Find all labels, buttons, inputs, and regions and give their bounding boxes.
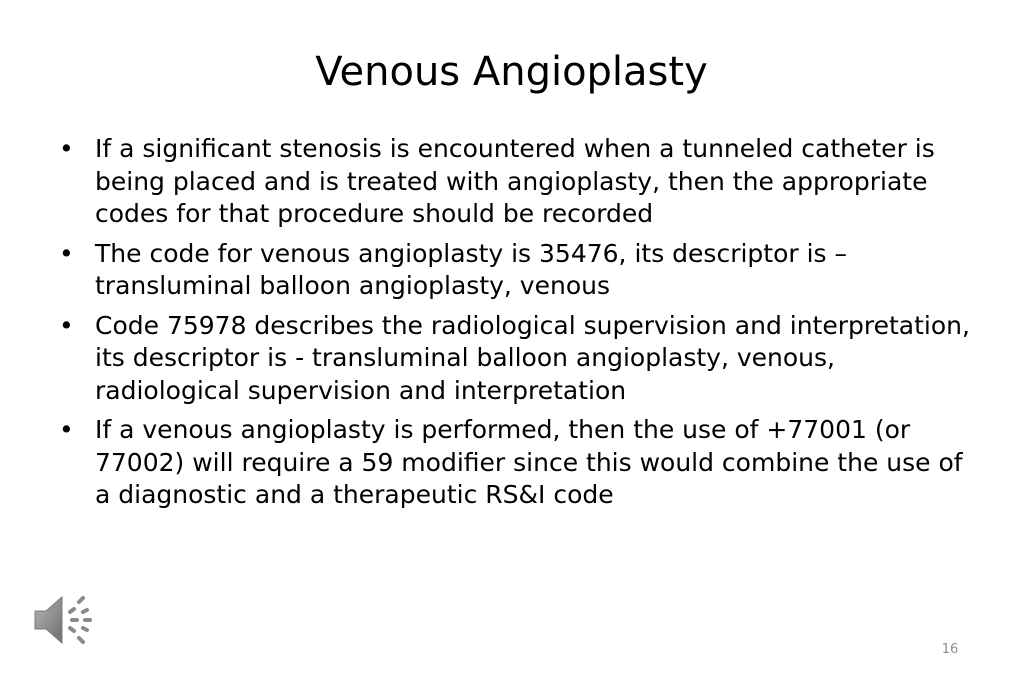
bullet-item — [59, 414, 979, 512]
bullet-text: If a venous angioplasty is performed, then the use of +77001 (or 77002) will require a 59 modifier since this would combine the use of a diagnostic and a therapeutic RS&I code — [95, 415, 963, 509]
bullet-text: Code 75978 describes the radiological supervision and interpretation, its descriptor is - transluminal balloon angioplasty, venous, radiological supervision and interpretation — [95, 310, 970, 405]
bullet-glyph: • — [59, 238, 74, 268]
bullet-glyph: • — [59, 134, 74, 163]
bullet-list — [59, 133, 979, 519]
bullet-glyph: • — [59, 415, 74, 444]
bullet-item — [59, 238, 979, 303]
speaker-icon[interactable] — [32, 590, 96, 650]
bullet-text: If a significant stenosis is encountered when a tunneled catheter is being placed and is treated with angioplasty, then the appropriate codes for that procedure should be recorded — [95, 134, 935, 228]
slide-title: Venous Angioplasty — [315, 49, 708, 95]
slide-number: 16 — [941, 642, 959, 657]
bullet-item — [59, 133, 979, 231]
bullet-glyph: • — [59, 310, 74, 340]
bullet-item — [59, 310, 979, 408]
bullet-text: The code for venous angioplasty is 35476, its descriptor is – transluminal balloon angioplasty, venous — [95, 238, 848, 300]
